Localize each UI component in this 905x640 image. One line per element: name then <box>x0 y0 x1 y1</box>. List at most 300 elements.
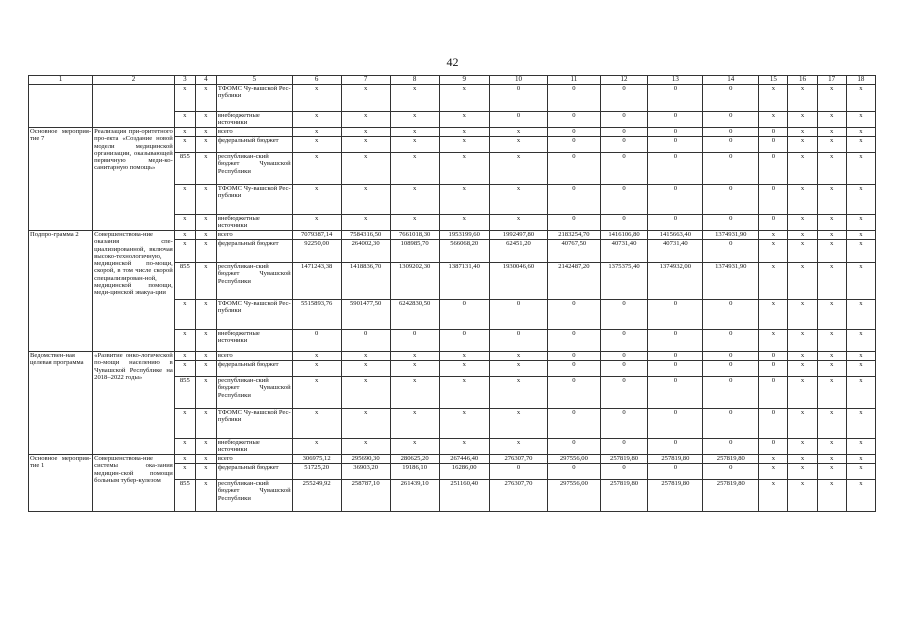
year-value: 0 <box>703 439 759 455</box>
year-value: 0 <box>648 377 703 409</box>
year-value: x <box>439 361 489 377</box>
year-value: x <box>439 85 489 112</box>
year-value: 0 <box>600 439 648 455</box>
year-value: 6242830,50 <box>390 300 439 330</box>
measure-description: «Развитие онко-логической по-мощи населению в Чувашской Республике на 2018–2022 годы» <box>93 352 175 455</box>
year-value: x <box>788 240 817 263</box>
funding-source: республикан-ский бюджет Чувашской Республики <box>216 377 292 409</box>
grbs-code: x <box>174 352 195 361</box>
year-value: x <box>846 85 875 112</box>
grbs-code: x <box>174 240 195 263</box>
year-value: 0 <box>703 85 759 112</box>
grbs-code: x <box>174 137 195 153</box>
measure-name: Ведомствен-ная целевая программа <box>29 352 93 455</box>
year-value: 0 <box>703 128 759 137</box>
year-value: x <box>788 263 817 300</box>
year-value: 0 <box>600 85 648 112</box>
year-value: x <box>846 137 875 153</box>
section-code: x <box>195 464 216 480</box>
year-value: x <box>846 128 875 137</box>
year-value: 0 <box>600 153 648 185</box>
grbs-code: x <box>174 409 195 439</box>
column-header: 3 <box>174 76 195 85</box>
year-value: x <box>439 112 489 128</box>
year-value: x <box>846 112 875 128</box>
year-value: 40767,50 <box>548 240 601 263</box>
year-value: 1471243,38 <box>292 263 341 300</box>
year-value: 295690,30 <box>341 455 390 464</box>
year-value: x <box>439 439 489 455</box>
year-value: 40731,40 <box>648 240 703 263</box>
table-row <box>29 352 876 361</box>
year-value: 0 <box>648 300 703 330</box>
column-header: 11 <box>548 76 601 85</box>
year-value: x <box>341 409 390 439</box>
grbs-code: 855 <box>174 377 195 409</box>
grbs-code: x <box>174 128 195 137</box>
year-value: 0 <box>759 377 788 409</box>
grbs-code: x <box>174 455 195 464</box>
year-value: 297556,00 <box>548 455 601 464</box>
section-code: x <box>195 240 216 263</box>
year-value: 0 <box>489 464 547 480</box>
year-value: x <box>817 112 846 128</box>
year-value: x <box>817 185 846 215</box>
year-value: 0 <box>600 377 648 409</box>
year-value: x <box>846 455 875 464</box>
funding-source: федеральный бюджет <box>216 137 292 153</box>
year-value: x <box>489 153 547 185</box>
year-value: x <box>341 128 390 137</box>
year-value: 280625,20 <box>390 455 439 464</box>
funding-source: республикан-ский бюджет Чувашской Республики <box>216 263 292 300</box>
year-value: 257819,80 <box>600 455 648 464</box>
column-header: 2 <box>93 76 175 85</box>
year-value: 0 <box>600 215 648 231</box>
column-header: 9 <box>439 76 489 85</box>
year-value: x <box>788 231 817 240</box>
year-value: 0 <box>648 128 703 137</box>
year-value: x <box>292 185 341 215</box>
year-value: 0 <box>648 409 703 439</box>
year-value: x <box>788 409 817 439</box>
measure-description: Совершенствова-ние системы ока-зания медицин-ской помощи больным тубер-кулезом <box>93 455 175 512</box>
year-value: 0 <box>489 112 547 128</box>
year-value: 0 <box>648 112 703 128</box>
section-code: x <box>195 377 216 409</box>
year-value: 0 <box>759 128 788 137</box>
year-value: x <box>439 377 489 409</box>
year-value: 0 <box>648 439 703 455</box>
year-value: 92250,00 <box>292 240 341 263</box>
column-number-row <box>29 76 876 85</box>
year-value: x <box>817 352 846 361</box>
year-value: x <box>817 137 846 153</box>
year-value: 0 <box>548 361 601 377</box>
year-value: 251160,40 <box>439 480 489 512</box>
page-number: 42 <box>446 55 459 69</box>
year-value: 7661018,30 <box>390 231 439 240</box>
year-value: x <box>788 153 817 185</box>
column-header: 5 <box>216 76 292 85</box>
section-code: x <box>195 263 216 300</box>
year-value: 261439,10 <box>390 480 439 512</box>
year-value: x <box>788 128 817 137</box>
year-value: 1374931,90 <box>703 263 759 300</box>
year-value: 0 <box>759 409 788 439</box>
measure-description: Реализация при-оритетного про-екта «Создание новой модели медицинской организации, оказывающей первичную меди-ко-санитарную помощь» <box>93 128 175 231</box>
section-code: x <box>195 330 216 352</box>
year-value: 0 <box>341 330 390 352</box>
year-value: 0 <box>548 215 601 231</box>
year-value: 0 <box>439 330 489 352</box>
year-value: x <box>341 185 390 215</box>
year-value: x <box>390 185 439 215</box>
year-value: x <box>292 361 341 377</box>
section-code: x <box>195 480 216 512</box>
year-value: x <box>489 409 547 439</box>
year-value: x <box>759 112 788 128</box>
measure-name: Подпро-грамма 2 <box>29 231 93 352</box>
year-value: 0 <box>600 464 648 480</box>
year-value: 0 <box>703 215 759 231</box>
funding-source: ТФОМС Чу-вашской Рес-публики <box>216 409 292 439</box>
year-value: 0 <box>489 300 547 330</box>
section-code: x <box>195 185 216 215</box>
funding-source: федеральный бюджет <box>216 361 292 377</box>
year-value: x <box>788 455 817 464</box>
year-value: x <box>788 300 817 330</box>
year-value: x <box>390 137 439 153</box>
section-code: x <box>195 137 216 153</box>
year-value: x <box>292 137 341 153</box>
year-value: x <box>489 215 547 231</box>
year-value: 0 <box>703 409 759 439</box>
grbs-code: x <box>174 85 195 112</box>
year-value: x <box>788 85 817 112</box>
column-header: 16 <box>788 76 817 85</box>
year-value: x <box>341 215 390 231</box>
measure-description: Совершенствова-ние оказания спе-циализированной, включая высоко-технологичную, медицинской по-мощи, скорой, в том числе скорой специализирован-ной, медицинской помощи, меди-цинской эвакуа-ции <box>93 231 175 352</box>
year-value: x <box>292 85 341 112</box>
year-value: x <box>759 464 788 480</box>
funding-source: всего <box>216 352 292 361</box>
year-value: 1418836,70 <box>341 263 390 300</box>
year-value: x <box>788 361 817 377</box>
year-value: x <box>292 112 341 128</box>
year-value: x <box>292 352 341 361</box>
year-value: x <box>341 377 390 409</box>
year-value: 7079387,14 <box>292 231 341 240</box>
year-value: x <box>439 409 489 439</box>
year-value: 0 <box>548 153 601 185</box>
year-value: 0 <box>759 361 788 377</box>
year-value: x <box>846 377 875 409</box>
year-value: 257819,80 <box>703 480 759 512</box>
year-value: 258787,10 <box>341 480 390 512</box>
table-row <box>29 85 876 112</box>
year-value: 0 <box>548 409 601 439</box>
year-value: x <box>788 480 817 512</box>
year-value: 0 <box>548 439 601 455</box>
year-value: x <box>292 215 341 231</box>
section-code: x <box>195 231 216 240</box>
year-value: x <box>817 409 846 439</box>
year-value: x <box>817 377 846 409</box>
year-value: x <box>817 231 846 240</box>
column-header: 17 <box>817 76 846 85</box>
year-value: 0 <box>703 153 759 185</box>
year-value: 0 <box>489 330 547 352</box>
year-value: x <box>788 330 817 352</box>
column-header: 6 <box>292 76 341 85</box>
year-value: x <box>439 352 489 361</box>
year-value: 0 <box>548 300 601 330</box>
year-value: x <box>759 330 788 352</box>
column-header: 12 <box>600 76 648 85</box>
year-value: x <box>759 263 788 300</box>
year-value: 1375375,40 <box>600 263 648 300</box>
funding-source: внебюджетные источники <box>216 215 292 231</box>
year-value: x <box>846 153 875 185</box>
year-value: x <box>489 185 547 215</box>
year-value: x <box>292 153 341 185</box>
year-value: x <box>292 409 341 439</box>
year-value: x <box>817 480 846 512</box>
year-value: x <box>489 128 547 137</box>
grbs-code: x <box>174 330 195 352</box>
year-value: x <box>390 85 439 112</box>
measure-name: Основное мероприя-тие 1 <box>29 455 93 512</box>
year-value: x <box>759 231 788 240</box>
year-value: x <box>788 464 817 480</box>
year-value: x <box>390 361 439 377</box>
year-value: x <box>341 361 390 377</box>
year-value: 0 <box>390 330 439 352</box>
year-value: 0 <box>648 137 703 153</box>
year-value: x <box>817 215 846 231</box>
year-value: 0 <box>703 464 759 480</box>
year-value: 0 <box>600 361 648 377</box>
year-value: x <box>817 263 846 300</box>
year-value: x <box>390 215 439 231</box>
table-row <box>29 455 876 464</box>
funding-source: федеральный бюджет <box>216 464 292 480</box>
year-value: 5901477,50 <box>341 300 390 330</box>
year-value: 0 <box>648 361 703 377</box>
grbs-code: x <box>174 231 195 240</box>
year-value: 0 <box>548 352 601 361</box>
grbs-code: x <box>174 112 195 128</box>
year-value: 1992497,80 <box>489 231 547 240</box>
year-value: x <box>439 185 489 215</box>
year-value: x <box>390 377 439 409</box>
year-value: x <box>489 377 547 409</box>
year-value: 0 <box>648 153 703 185</box>
section-code: x <box>195 300 216 330</box>
year-value: 51725,20 <box>292 464 341 480</box>
year-value: 0 <box>759 137 788 153</box>
year-value: 0 <box>600 352 648 361</box>
column-header: 13 <box>648 76 703 85</box>
year-value: 40731,40 <box>600 240 648 263</box>
column-header: 14 <box>703 76 759 85</box>
year-value: x <box>788 352 817 361</box>
year-value: 1415663,40 <box>648 231 703 240</box>
year-value: x <box>788 137 817 153</box>
year-value: 0 <box>489 85 547 112</box>
funding-source: внебюджетные источники <box>216 112 292 128</box>
year-value: x <box>846 330 875 352</box>
year-value: x <box>817 330 846 352</box>
funding-source: внебюджетные источники <box>216 439 292 455</box>
year-value: 1309202,30 <box>390 263 439 300</box>
year-value: x <box>489 361 547 377</box>
year-value: x <box>439 137 489 153</box>
grbs-code: 855 <box>174 480 195 512</box>
year-value: x <box>489 137 547 153</box>
year-value: x <box>788 215 817 231</box>
year-value: 0 <box>703 361 759 377</box>
grbs-code: 855 <box>174 153 195 185</box>
grbs-code: x <box>174 185 195 215</box>
year-value: 0 <box>600 330 648 352</box>
year-value: 0 <box>703 300 759 330</box>
year-value: 0 <box>648 352 703 361</box>
year-value: 267446,40 <box>439 455 489 464</box>
year-value: x <box>788 377 817 409</box>
year-value: x <box>759 480 788 512</box>
grbs-code: x <box>174 215 195 231</box>
year-value: x <box>390 409 439 439</box>
year-value: x <box>846 263 875 300</box>
year-value: 0 <box>439 300 489 330</box>
year-value: x <box>817 85 846 112</box>
year-value: 297556,00 <box>548 480 601 512</box>
year-value: x <box>489 439 547 455</box>
year-value: 62451,20 <box>489 240 547 263</box>
section-code: x <box>195 409 216 439</box>
year-value: 0 <box>600 137 648 153</box>
column-header: 8 <box>390 76 439 85</box>
year-value: x <box>341 439 390 455</box>
year-value: x <box>846 464 875 480</box>
year-value: 0 <box>548 137 601 153</box>
grbs-code: x <box>174 300 195 330</box>
year-value: 566068,20 <box>439 240 489 263</box>
year-value: x <box>817 240 846 263</box>
year-value: 2142487,20 <box>548 263 601 300</box>
year-value: x <box>439 128 489 137</box>
year-value: x <box>788 439 817 455</box>
year-value: 1930046,60 <box>489 263 547 300</box>
year-value: 0 <box>759 215 788 231</box>
year-value: x <box>341 112 390 128</box>
measure-description <box>93 85 175 128</box>
year-value: 0 <box>703 240 759 263</box>
year-value: x <box>341 85 390 112</box>
year-value: 0 <box>703 352 759 361</box>
year-value: 0 <box>548 377 601 409</box>
funding-source: всего <box>216 231 292 240</box>
year-value: x <box>390 112 439 128</box>
year-value: 0 <box>600 185 648 215</box>
year-value: x <box>390 352 439 361</box>
funding-source: внебюджетные источники <box>216 330 292 352</box>
year-value: 0 <box>600 409 648 439</box>
year-value: 255249,92 <box>292 480 341 512</box>
year-value: x <box>439 215 489 231</box>
year-value: x <box>817 361 846 377</box>
column-header: 18 <box>846 76 875 85</box>
column-header: 15 <box>759 76 788 85</box>
section-code: x <box>195 153 216 185</box>
column-header: 1 <box>29 76 93 85</box>
table-row <box>29 128 876 137</box>
funding-source: республикан-ский бюджет Чувашской Республики <box>216 153 292 185</box>
year-value: x <box>817 128 846 137</box>
year-value: 108985,70 <box>390 240 439 263</box>
year-value: x <box>390 153 439 185</box>
measure-name: Основное мероприя-тие 7 <box>29 128 93 231</box>
year-value: 0 <box>703 185 759 215</box>
year-value: 0 <box>548 85 601 112</box>
year-value: 257819,80 <box>648 480 703 512</box>
column-header: 4 <box>195 76 216 85</box>
year-value: x <box>439 153 489 185</box>
year-value: 276307,70 <box>489 480 547 512</box>
section-code: x <box>195 361 216 377</box>
year-value: 257819,80 <box>703 455 759 464</box>
year-value: 1416106,80 <box>600 231 648 240</box>
column-header: 10 <box>489 76 547 85</box>
year-value: x <box>846 240 875 263</box>
year-value: x <box>817 153 846 185</box>
year-value: x <box>846 352 875 361</box>
funding-source: республикан-ский бюджет Чувашской Республики <box>216 480 292 512</box>
year-value: 0 <box>703 137 759 153</box>
year-value: 276307,70 <box>489 455 547 464</box>
funding-source: ТФОМС Чу-вашской Рес-публики <box>216 85 292 112</box>
year-value: x <box>846 439 875 455</box>
year-value: x <box>759 240 788 263</box>
year-value: x <box>759 455 788 464</box>
year-value: 306975,12 <box>292 455 341 464</box>
year-value: x <box>489 352 547 361</box>
year-value: x <box>846 361 875 377</box>
year-value: 0 <box>648 330 703 352</box>
year-value: 2183254,70 <box>548 231 601 240</box>
year-value: 0 <box>600 112 648 128</box>
year-value: x <box>292 128 341 137</box>
year-value: 1953199,60 <box>439 231 489 240</box>
year-value: x <box>788 185 817 215</box>
year-value: 0 <box>600 128 648 137</box>
year-value: 0 <box>548 330 601 352</box>
year-value: x <box>817 300 846 330</box>
year-value: 0 <box>648 185 703 215</box>
year-value: x <box>846 409 875 439</box>
funding-source: ТФОМС Чу-вашской Рес-публики <box>216 300 292 330</box>
year-value: 1374932,00 <box>648 263 703 300</box>
year-value: 0 <box>548 128 601 137</box>
year-value: x <box>846 185 875 215</box>
year-value: 257819,80 <box>600 480 648 512</box>
measure-name <box>29 85 93 128</box>
year-value: 0 <box>648 215 703 231</box>
section-code: x <box>195 215 216 231</box>
year-value: x <box>390 128 439 137</box>
